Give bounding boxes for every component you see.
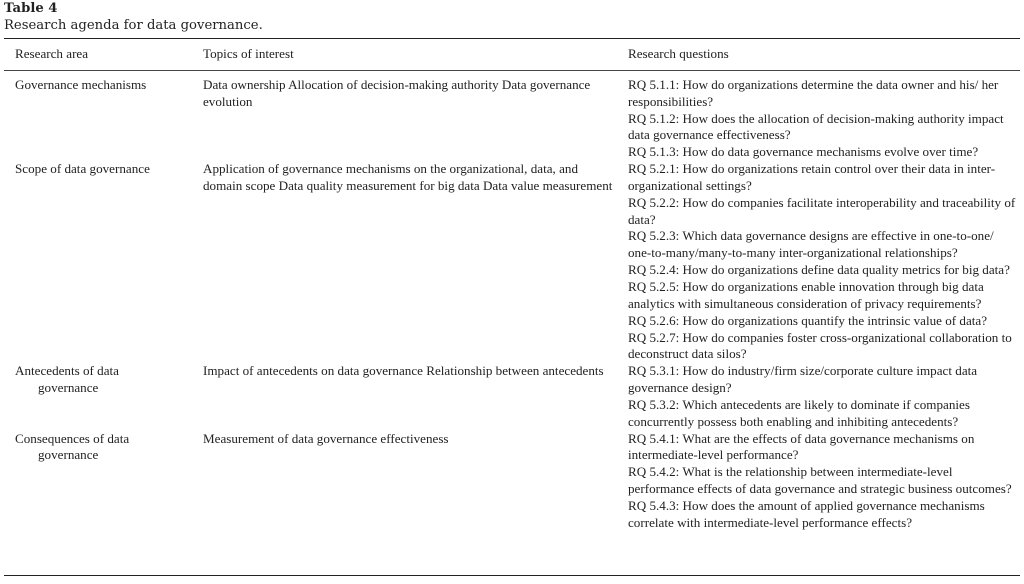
research-agenda-table — [4, 39, 1020, 532]
research-question: RQ 5.2.2: How do companies facilitate interoperability and traceability of data? — [628, 194, 1016, 227]
research-question: RQ 5.3.2: Which antecedents are likely to dominate if companies concurrently possess both enabling and inhibiting antecedents? — [628, 396, 970, 429]
research-question: RQ 5.2.7: How do companies foster cross-organizational collaboration to deconstruct data silos? — [628, 329, 1012, 362]
research-area-text: Antecedents of data — [15, 363, 119, 379]
table-row — [4, 431, 1020, 532]
table-container — [4, 0, 1020, 532]
research-area-cell — [4, 161, 192, 363]
topics-cell: Application of governance mechanisms on the organizational, data, and domain scope Data quality measurement for big data Data value measurement — [203, 161, 613, 193]
research-area-text: Consequences of data — [15, 430, 130, 446]
research-question: RQ 5.1.1: How do organizations determine the data owner and his/ her responsibilities? — [628, 76, 999, 109]
table-row — [4, 161, 1020, 363]
research-area-cell — [4, 71, 192, 161]
questions-cell — [617, 161, 1020, 363]
research-area-continuation: governance — [38, 380, 99, 396]
topics-cell: Data ownership Allocation of decision-making authority Data governance evolution — [203, 76, 591, 109]
research-question: RQ 5.3.1: How do industry/firm size/corporate culture impact data governance design? — [628, 363, 978, 396]
research-question: RQ 5.1.2: How does the allocation of decision-making authority impact data governance effectiveness? — [628, 110, 1004, 143]
header-row — [4, 39, 1020, 70]
bottom-rule — [4, 575, 1020, 576]
research-question: RQ 5.4.2: What is the relationship between intermediate-level performance effects of data governance and strategic business outcomes? — [628, 464, 1012, 497]
table-label: Table 4 — [4, 1, 58, 16]
questions-cell — [617, 363, 1020, 430]
header-research-questions: Research questions — [628, 46, 729, 61]
questions-cell — [617, 431, 1020, 532]
research-area-text: Governance mechanisms — [15, 76, 147, 92]
research-question: RQ 5.2.3: Which data governance designs are effective in one-to-one/ one-to-many/many-to-many inter-organizational relationships? — [628, 228, 994, 261]
research-question: RQ 5.2.6: How do organizations quantify the intrinsic value of data? — [628, 312, 988, 328]
table-caption: Research agenda for data governance. — [4, 18, 263, 33]
research-area-cell — [4, 363, 192, 430]
topics-cell: Measurement of data governance effectiveness — [203, 430, 449, 446]
research-question: RQ 5.1.3: How do data governance mechanisms evolve over time? — [628, 144, 979, 160]
research-question: RQ 5.4.3: How does the amount of applied governance mechanisms correlate with intermediate-level performance effects? — [628, 497, 985, 530]
header-research-area: Research area — [15, 46, 89, 61]
research-question: RQ 5.2.5: How do organizations enable innovation through big data analytics with simultaneous consideration of privacy requirements? — [628, 278, 984, 311]
research-question: RQ 5.2.1: How do organizations retain control over their data in inter-organizational settings? — [628, 161, 996, 193]
research-area-text: Scope of data governance — [15, 161, 150, 177]
research-question: RQ 5.4.1: What are the effects of data governance mechanisms on intermediate-level performance? — [628, 430, 975, 463]
research-area-cell — [4, 431, 192, 532]
topics-cell: Impact of antecedents on data governance Relationship between antecedents — [203, 363, 604, 379]
header-topics-of-interest: Topics of interest — [203, 46, 294, 61]
research-question: RQ 5.2.4: How do organizations define data quality metrics for big data? — [628, 262, 1010, 278]
table-row — [4, 363, 1020, 430]
table-row — [4, 71, 1020, 161]
questions-cell — [617, 71, 1020, 161]
research-area-continuation: governance — [38, 447, 99, 463]
